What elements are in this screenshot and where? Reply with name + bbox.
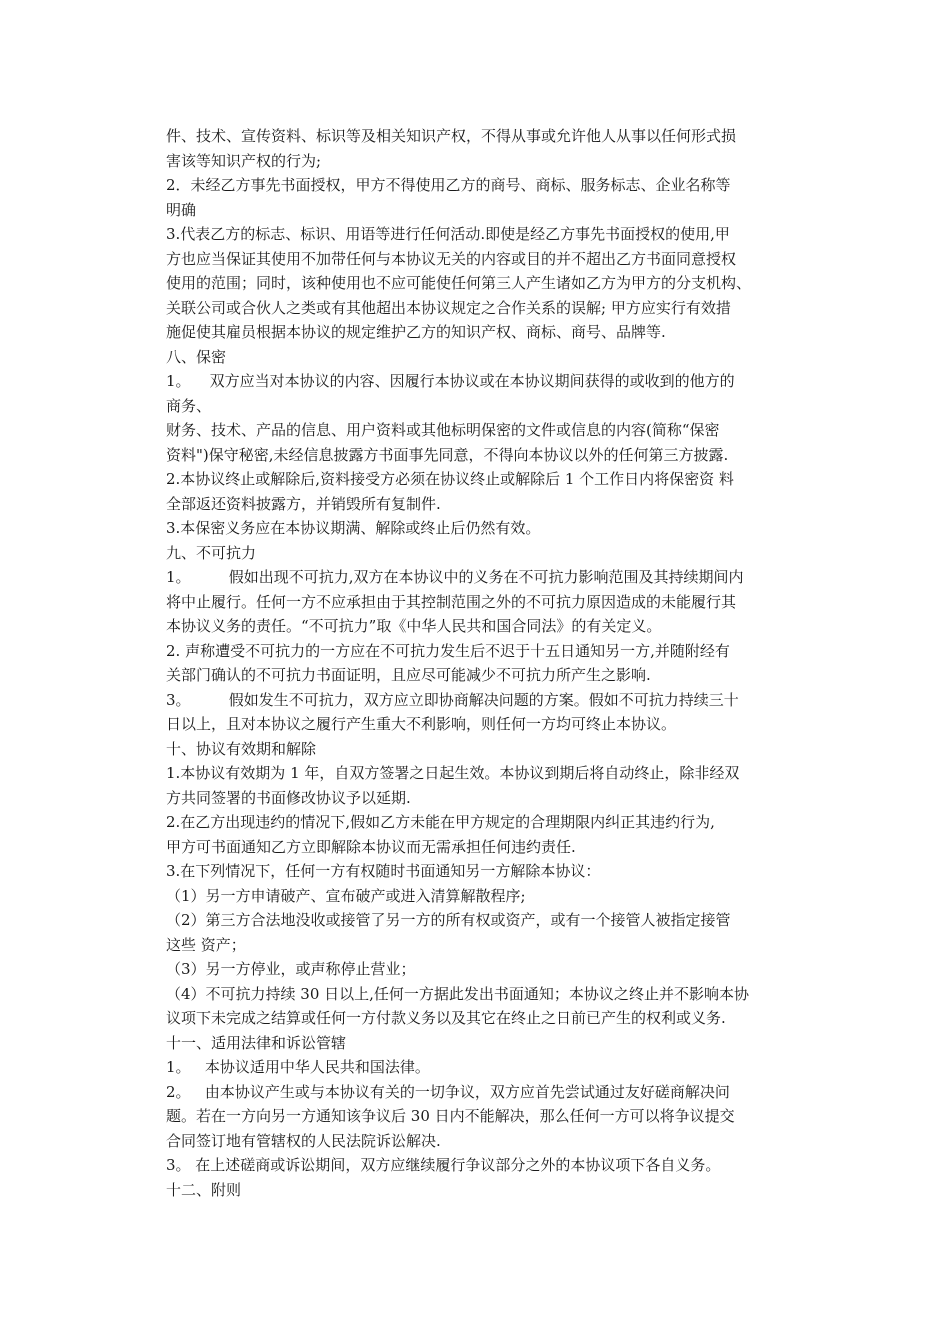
document-line: 合同签订地有管辖权的人民法院诉讼解决. xyxy=(166,1131,441,1150)
document-body xyxy=(166,124,816,1202)
section-heading: 九、不可抗力 xyxy=(166,543,257,562)
document-line: 施促使其雇员根据本协议的规定维护乙方的知识产权、商标、商号、品牌等. xyxy=(166,323,666,341)
document-line: 3。 在上述磋商或诉讼期间，双方应继续履行争议部分之外的本协议项下各自义务。 xyxy=(166,1156,721,1174)
document-line: 3.本保密义务应在本协议期满、解除或终止后仍然有效。 xyxy=(166,519,541,537)
document-line: 1。 假如出现不可抗力,双方在本协议中的义务在不可抗力影响范围及其持续期间内 xyxy=(166,568,744,586)
document-line: 关联公司或合伙人之类或有其他超出本协议规定之合作关系的误解; 甲方应实行有效措 xyxy=(166,298,731,317)
document-line: 本协议义务的责任。“不可抗力”取《中华人民共和国合同法》的有关定义。 xyxy=(166,617,662,635)
document-line: 财务、技术、产品的信息、用户资料或其他标明保密的文件或信息的内容(简称“保密 xyxy=(166,421,720,439)
document-line: 将中止履行。任何一方不应承担由于其控制范围之外的不可抗力原因造成的未能履行其 xyxy=(166,592,737,611)
document-line: 3。 假如发生不可抗力，双方应立即协商解决问题的方案。假如不可抗力持续三十 xyxy=(166,690,739,709)
document-line: 2.本协议终止或解除后,资料接受方必须在协议终止或解除后 1 个工作日内将保密资 料 xyxy=(166,470,734,488)
document-line: 方也应当保证其使用不加带任何与本协议无关的内容或目的并不超出乙方书面同意授权 xyxy=(166,249,737,268)
document-line: 方共同签署的书面修改协议予以延期. xyxy=(166,788,411,807)
section-heading: 十一、适用法律和诉讼管辖 xyxy=(166,1033,347,1052)
document-line: 资料")保守秘密,未经信息披露方书面事先同意，不得向本协议以外的任何第三方披露. xyxy=(166,445,729,464)
document-line: 题。若在一方向另一方通知该争议后 30 日内不能解决，那么任何一方可以将争议提交 xyxy=(166,1107,735,1125)
document-line: 使用的范围；同时，该种使用也不应可能使任何第三人产生诸如乙方为甲方的分支机构、 xyxy=(166,274,752,292)
document-line: 议项下未完成之结算或任何一方付款义务以及其它在终止之日前已产生的权利或义务. xyxy=(166,1009,726,1027)
document-line: 件、技术、宣传资料、标识等及相关知识产权，不得从事或允许他人从事以任何形式损 xyxy=(166,127,737,145)
document-line: 1。 本协议适用中华人民共和国法律。 xyxy=(166,1058,430,1076)
document-line: （4）不可抗力持续 30 日以上,任何一方据此发出书面通知；本协议之终止并不影响本协 xyxy=(166,984,749,1003)
document-line: 明确 xyxy=(166,200,197,219)
document-line: 2．未经乙方事先书面授权，甲方不得使用乙方的商号、商标、服务标志、企业名称等 xyxy=(166,176,731,194)
document-line: 商务、 xyxy=(166,396,212,415)
document-line: （1）另一方申请破产、宣布破产或进入清算解散程序; xyxy=(166,886,526,905)
section-heading: 十、协议有效期和解除 xyxy=(166,739,317,758)
section-heading: 十二、附则 xyxy=(166,1180,242,1199)
section-heading: 八、保密 xyxy=(166,347,227,366)
document-line: 全部返还资料披露方，并销毁所有复制件. xyxy=(166,494,441,513)
document-line: （3）另一方停业，或声称停止营业； xyxy=(166,960,416,978)
document-line: 2. 声称遭受不可抗力的一方应在不可抗力发生后不迟于十五日通知另一方,并随附经有 xyxy=(166,641,730,660)
document-line: （2）第三方合法地没收或接管了另一方的所有权或资产，或有一个接管人被指定接管 xyxy=(166,911,731,929)
document-line: 关部门确认的不可抗力书面证明，且应尽可能减少不可抗力所产生之影响. xyxy=(166,666,651,684)
document-line: 3.代表乙方的标志、标识、用语等进行任何活动.即使是经乙方事先书面授权的使用,甲 xyxy=(166,225,730,243)
document-line: 2.在乙方出现违约的情况下,假如乙方未能在甲方规定的合理期限内纠正其违约行为, xyxy=(166,813,715,831)
document-line: 这些 资产； xyxy=(166,935,246,954)
document-line: 3.在下列情况下，任何一方有权随时书面通知另一方解除本协议： xyxy=(166,862,601,880)
document-line: 1.本协议有效期为 1 年，自双方签署之日起生效。本协议到期后将自动终止，除非经双 xyxy=(166,764,740,782)
document-line: 1。 双方应当对本协议的内容、因履行本协议或在本协议期间获得的或收到的他方的 xyxy=(166,372,735,390)
document-line: 日以上，且对本协议之履行产生重大不利影响，则任何一方均可终止本协议。 xyxy=(166,715,677,733)
document-line: 害该等知识产权的行为; xyxy=(166,151,322,170)
document-line: 2。 由本协议产生或与本协议有关的一切争议，双方应首先尝试通过友好磋商解决问 xyxy=(166,1082,730,1101)
document-line: 甲方可书面通知乙方立即解除本协议而无需承担任何违约责任. xyxy=(166,837,576,856)
